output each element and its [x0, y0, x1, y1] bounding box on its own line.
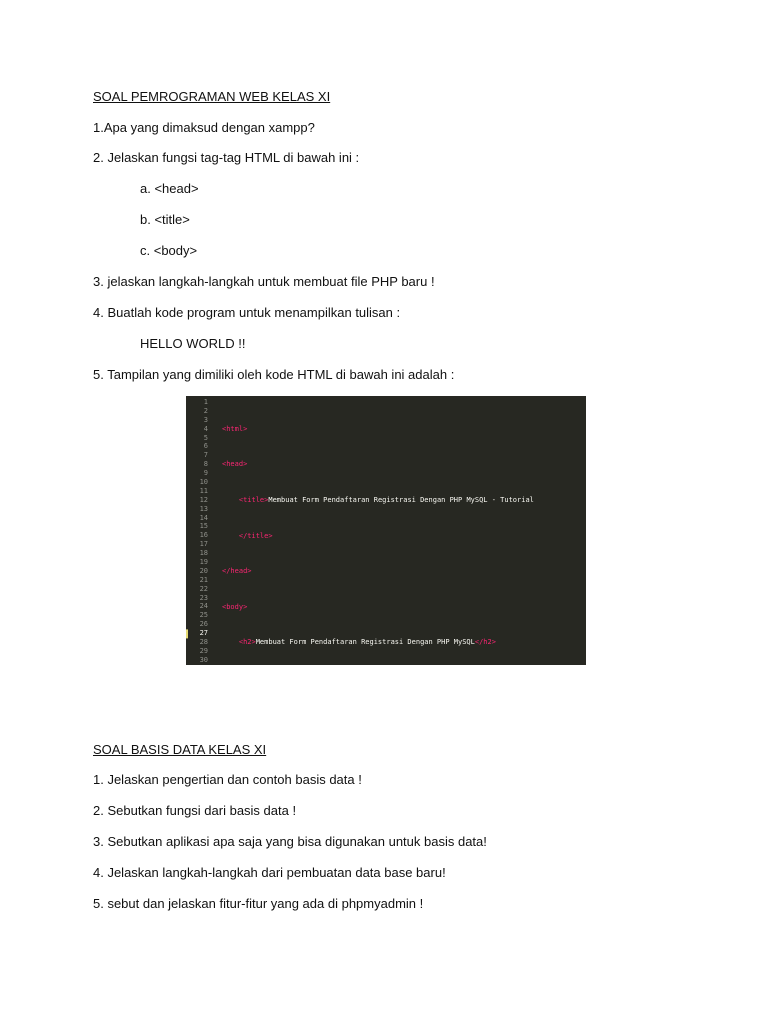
- code-line: [222, 496, 538, 505]
- code-line: [222, 532, 538, 541]
- line-number: 10: [199, 478, 208, 487]
- line-number: 12: [199, 495, 208, 504]
- question-5: 5. Tampilan yang dimiliki oleh kode HTML di bawah ini adalah :: [93, 367, 455, 382]
- line-number: 17: [199, 540, 208, 549]
- code-lines: [222, 398, 538, 665]
- question-2a: a. <head>: [140, 181, 199, 196]
- line-number: 27: [199, 629, 208, 638]
- code-line: [222, 603, 538, 612]
- db-question-5: 5. sebut dan jelaskan fitur-fitur yang ada di phpmyadmin !: [93, 896, 424, 911]
- db-question-3: 3. Sebutkan aplikasi apa saja yang bisa digunakan untuk basis data!: [93, 834, 487, 849]
- line-number: 23: [199, 593, 208, 602]
- line-number: 6: [203, 442, 208, 451]
- question-2c: c. <body>: [140, 243, 198, 258]
- code-screenshot: [186, 396, 586, 665]
- line-number: 13: [199, 504, 208, 513]
- line-number: 26: [199, 620, 208, 629]
- line-number: 14: [199, 513, 208, 522]
- line-number: 11: [199, 486, 208, 495]
- code-tag: <title>: [238, 495, 269, 504]
- line-number: 28: [199, 638, 208, 647]
- line-number: 29: [199, 646, 208, 655]
- code-tag: <h2>: [238, 638, 256, 647]
- line-number: 2: [203, 406, 208, 415]
- code-line: [222, 460, 538, 469]
- line-number: 24: [199, 602, 208, 611]
- section2-heading: SOAL BASIS DATA KELAS XI: [93, 742, 267, 757]
- code-text: Membuat Form Pendaftaran Registrasi Dengan PHP MySQL: [255, 638, 475, 647]
- code-line: [222, 638, 538, 647]
- question-2: 2. Jelaskan fungsi tag-tag HTML di bawah ini :: [93, 150, 360, 165]
- line-number: 7: [203, 451, 208, 460]
- line-number: 19: [199, 558, 208, 567]
- line-number: 15: [199, 522, 208, 531]
- line-number: 5: [203, 433, 208, 442]
- db-question-4: 4. Jelaskan langkah-langkah dari pembuatan data base baru!: [93, 865, 446, 880]
- question-2b: b. <title>: [140, 212, 190, 227]
- line-number: 18: [199, 549, 208, 558]
- line-number: 16: [199, 531, 208, 540]
- line-number: 30: [199, 655, 208, 664]
- line-number: 21: [199, 575, 208, 584]
- db-question-2: 2. Sebutkan fungsi dari basis data !: [93, 803, 297, 818]
- code-tag: <body>: [222, 602, 248, 611]
- code-tag: </h2>: [474, 638, 496, 647]
- question-3: 3. jelaskan langkah-langkah untuk membuat file PHP baru !: [93, 274, 435, 289]
- code-tag: <html>: [222, 424, 248, 433]
- line-number: 25: [199, 611, 208, 620]
- question-1: 1.Apa yang dimaksud dengan xampp?: [93, 120, 315, 135]
- code-tag: </head>: [222, 567, 252, 576]
- section1-heading: SOAL PEMROGRAMAN WEB KELAS XI: [93, 89, 331, 104]
- code-tag: <head>: [222, 460, 248, 469]
- line-number: 1: [203, 398, 208, 406]
- line-number: 9: [203, 469, 208, 478]
- question-4-text: HELLO WORLD !!: [140, 336, 246, 351]
- code-tag: </title>: [238, 531, 273, 540]
- line-number-gutter: [186, 398, 214, 665]
- question-4: 4. Buatlah kode program untuk menampilkan tulisan :: [93, 305, 401, 320]
- code-line: [222, 567, 538, 576]
- line-number: 20: [199, 566, 208, 575]
- code-text: Membuat Form Pendaftaran Registrasi Dengan PHP MySQL - Tutorial: [268, 495, 534, 504]
- line-number: 8: [203, 460, 208, 469]
- line-number: 4: [203, 424, 208, 433]
- db-question-1: 1. Jelaskan pengertian dan contoh basis data !: [93, 772, 362, 787]
- code-line: [222, 425, 538, 434]
- line-number: 22: [199, 584, 208, 593]
- line-number: 3: [203, 415, 208, 424]
